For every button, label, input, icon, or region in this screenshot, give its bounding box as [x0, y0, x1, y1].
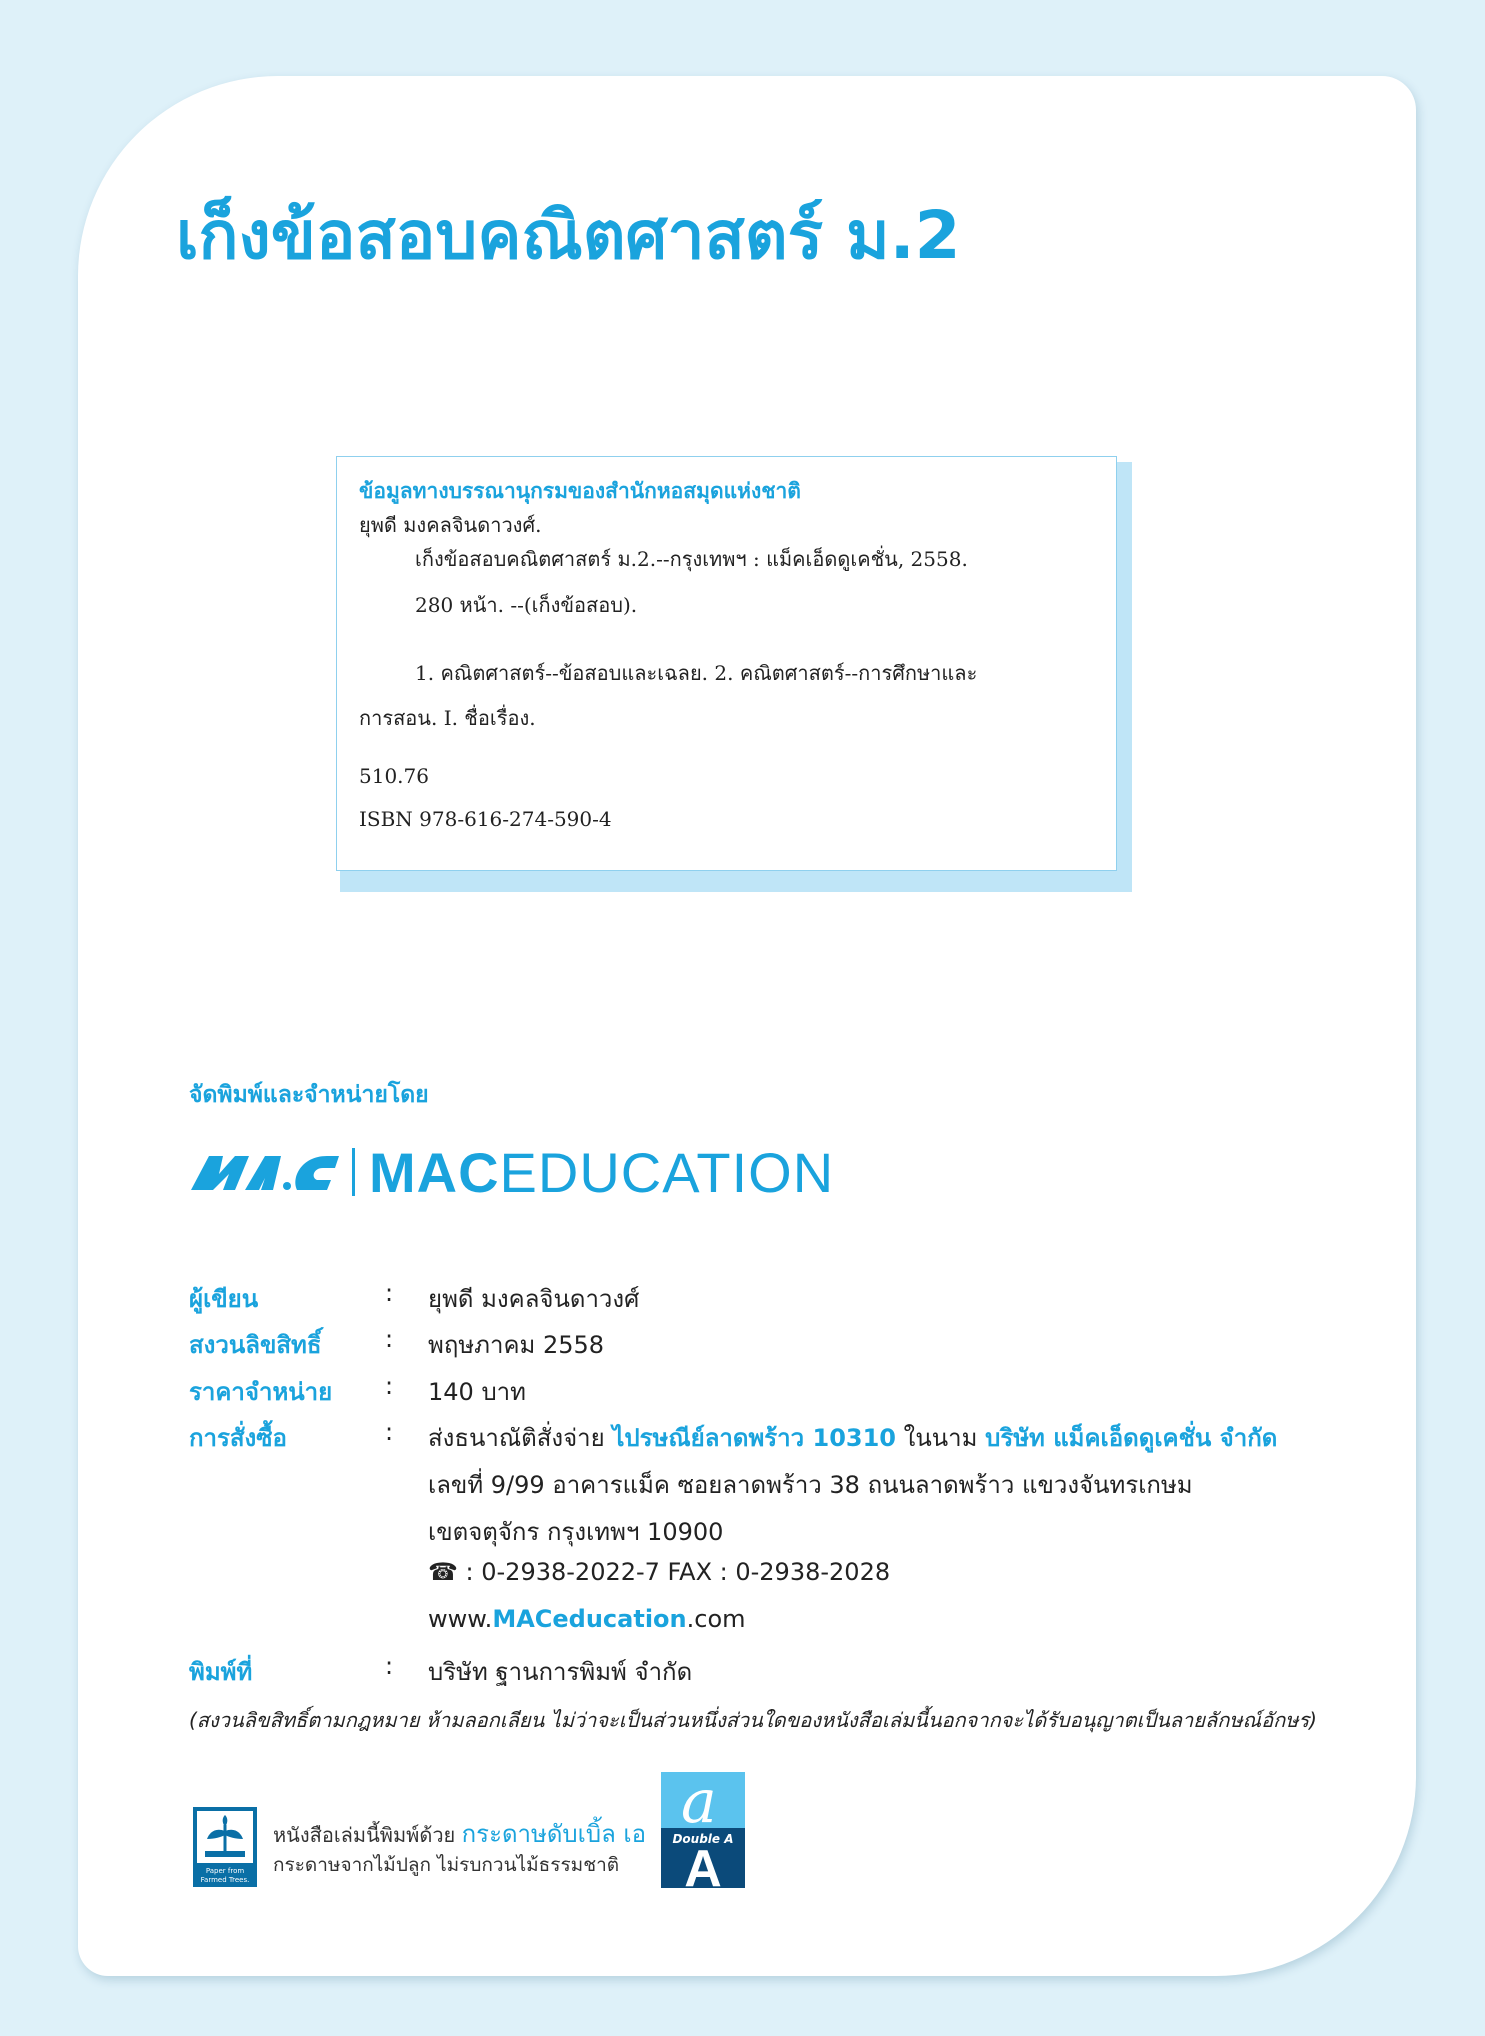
detail-label: พิมพ์ที่ [189, 1658, 253, 1686]
detail-label: ผู้เขียน [189, 1285, 259, 1313]
paper-brand: กระดาษดับเบิ้ล เอ [461, 1820, 647, 1848]
detail-value: พฤษภาคม 2558 [428, 1331, 605, 1359]
detail-value: บริษัท ฐานการพิมพ์ จำกัด [428, 1658, 693, 1686]
detail-colon: : [385, 1372, 394, 1400]
logo-wordmark [369, 1140, 834, 1205]
website-brand: MACeducation [492, 1605, 687, 1633]
website-text: .com [686, 1605, 746, 1633]
phone-text: : 0-2938-2022-7 FAX : 0-2938-2028 [457, 1558, 891, 1586]
page-sheet [78, 76, 1416, 1976]
detail-value [428, 1418, 1277, 1457]
paper-note [273, 1814, 646, 1880]
cip-isbn: ISBN 978-616-274-590-4 [359, 807, 612, 831]
address-line: เขตจตุจักร กรุงเทพฯ 10900 [428, 1518, 724, 1546]
detail-colon: : [385, 1652, 394, 1680]
order-text: ในนาม [896, 1424, 986, 1452]
phone-line [428, 1558, 890, 1586]
paper-line1 [273, 1814, 646, 1850]
cip-subjects-line1: 1. คณิตศาสตร์--ข้อสอบและเฉลย. 2. คณิตศาสตร์--การศึกษาและ [415, 661, 978, 685]
cip-author: ยุพดี มงคลจินดาวงศ์. [359, 513, 542, 537]
cip-card [336, 456, 1117, 871]
logo-wordmark-light: EDUCATION [499, 1141, 835, 1204]
detail-value: ยุพดี มงคลจินดาวงศ์ [428, 1285, 640, 1313]
paper-line2: กระดาษจากไม้ปลูก ไม่รบกวนไม้ธรรมชาติ [273, 1854, 620, 1876]
logo-separator [352, 1148, 355, 1196]
cip-pages-line: 280 หน้า. --(เก็งข้อสอบ). [415, 593, 638, 617]
page-title: เก็งข้อสอบคณิตศาสตร์ ม.2 [176, 197, 961, 274]
logo-wordmark-bold: MAC [369, 1141, 500, 1204]
address-line: เลขที่ 9/99 อาคารแม็ค ซอยลาดพร้าว 38 ถนนลาดพร้าว แขวงจันทรเกษม [428, 1471, 1193, 1499]
order-company: บริษัท แม็คเอ็ดดูเคชั่น จำกัด [985, 1424, 1278, 1452]
website-link[interactable] [428, 1605, 746, 1633]
farmed-trees-badge-icon [193, 1807, 257, 1887]
paper-text: หนังสือเล่มนี้พิมพ์ด้วย [273, 1823, 462, 1847]
publisher-label: จัดพิมพ์และจำหน่ายโดย [189, 1082, 429, 1108]
mac-mark-icon [189, 1148, 341, 1196]
tree-badge-text: Farmed Trees. [200, 1876, 250, 1884]
tree-badge-text: Paper from [205, 1867, 245, 1875]
detail-label: สงวนลิขสิทธิ์ [189, 1331, 322, 1359]
cip-heading: ข้อมูลทางบรรณานุกรมของสำนักหอสมุดแห่งชาติ [359, 478, 801, 503]
doublea-text: Double A [672, 1832, 734, 1846]
cip-subjects-line2: การสอน. I. ชื่อเรื่อง. [359, 706, 536, 730]
detail-value: 140 บาท [428, 1378, 526, 1406]
detail-label: การสั่งซื้อ [189, 1424, 287, 1452]
cip-book-line: เก็งข้อสอบคณิตศาสตร์ ม.2.--กรุงเทพฯ : แม็คเอ็ดดูเคชั่น, 2558. [415, 547, 968, 571]
detail-colon: : [385, 1279, 394, 1307]
detail-label: ราคาจำหน่าย [189, 1378, 333, 1406]
double-a-logo-icon [661, 1772, 745, 1888]
order-text: ส่งธนาณัติสั่งจ่าย [428, 1424, 613, 1452]
detail-colon: : [385, 1325, 394, 1353]
order-post-office: ไปรษณีย์ลาดพร้าว 10310 [612, 1424, 896, 1452]
doublea-letter-big: A [684, 1840, 722, 1888]
copyright-note: (สงวนลิขสิทธิ์ตามกฎหมาย ห้ามลอกเลียน ไม่ว่าจะเป็นส่วนหนึ่งส่วนใดของหนังสือเล่มนี้นอกจากจะได้รับอนุญาตเป็นลายลักษณ์อักษร) [189, 1708, 1317, 1732]
doublea-letter-small: a [681, 1772, 717, 1837]
detail-colon: : [385, 1418, 394, 1446]
cip-classification: 510.76 [359, 764, 429, 788]
website-text: www. [428, 1605, 493, 1633]
phone-icon: ☎ [428, 1558, 458, 1586]
